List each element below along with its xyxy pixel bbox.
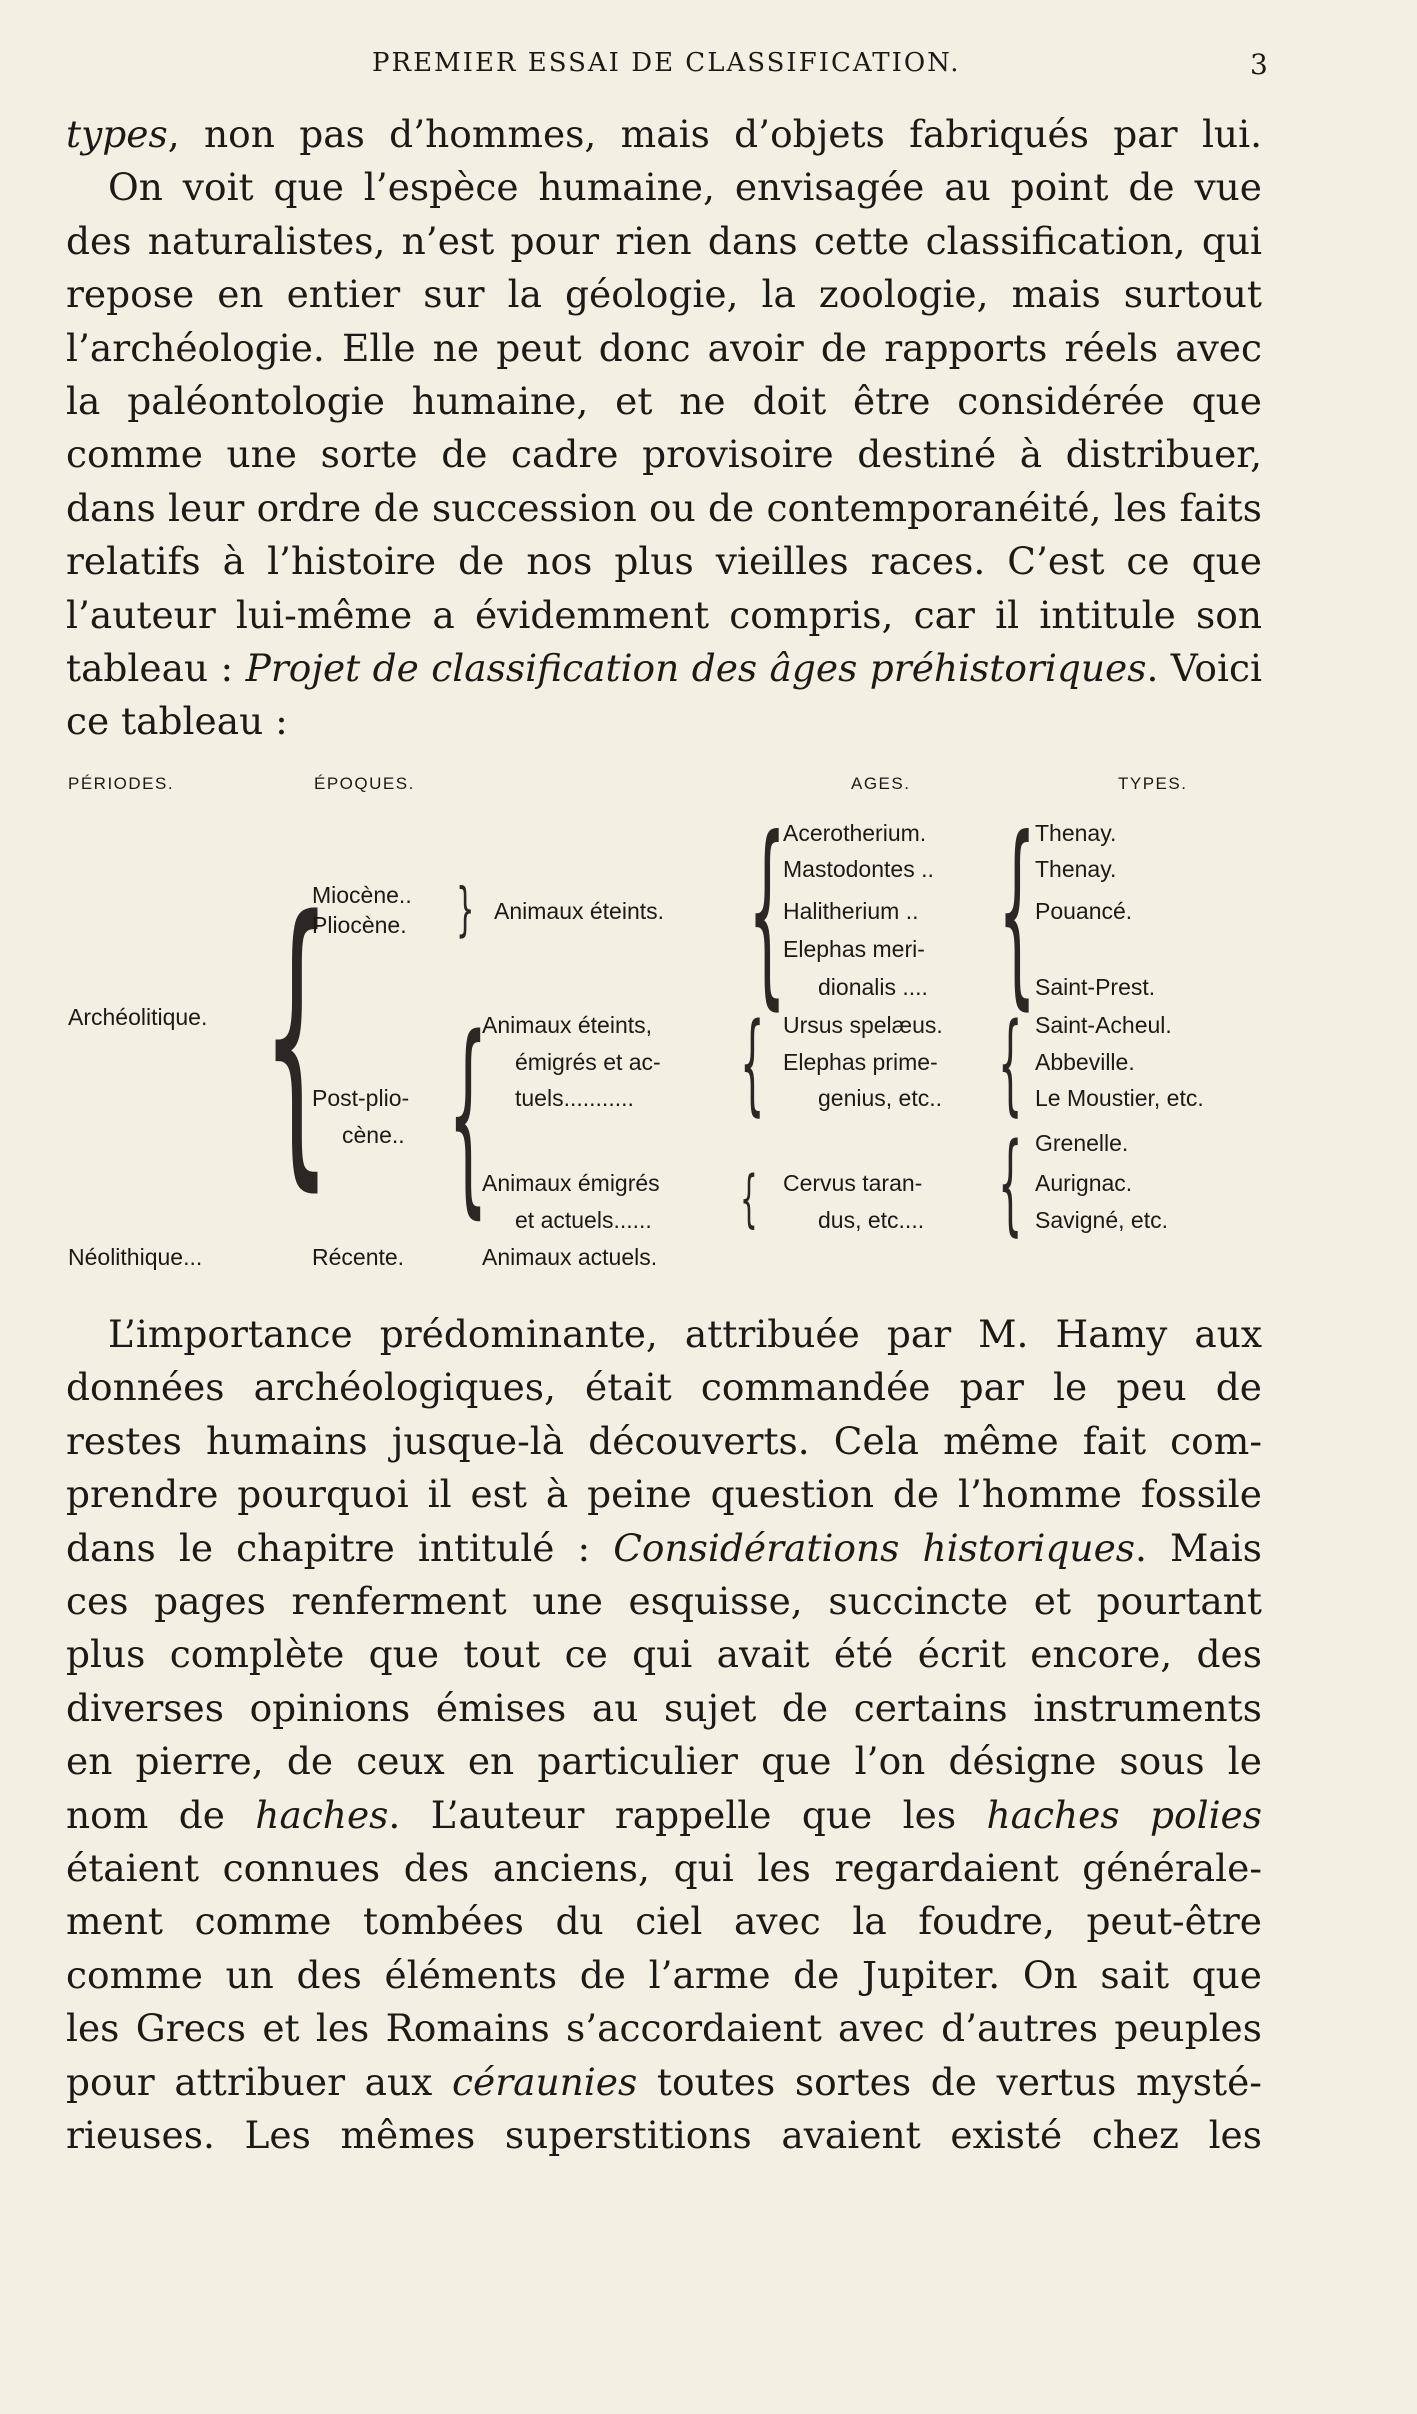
- animaux-emigres-actuels: Animaux émigrés: [482, 1170, 660, 1196]
- epoque-post-plio: Post-plio-: [312, 1085, 410, 1111]
- age-item: Halitherium ..: [783, 898, 919, 924]
- brace-archeolitique: {: [262, 856, 332, 1217]
- age-item: Mastodontes ..: [783, 856, 934, 882]
- text-line: restes humains jusque-là découverts. Cela même fait com-: [66, 1418, 1262, 1463]
- text-line: rieuses. Les mêmes superstitions avaient existé chez les: [66, 2113, 1262, 2158]
- text-line: prendre pourquoi il est à peine question de l’homme fossile: [66, 1472, 1262, 1517]
- text-line: l’archéologie. Elle ne peut donc avoir de rapports réels avec: [66, 325, 1262, 370]
- running-header: PREMIER ESSAI DE CLASSIFICATION.: [372, 48, 961, 78]
- text-line: comme une sorte de cadre provisoire destiné à distribuer,: [66, 432, 1262, 477]
- header-epoques: ÉPOQUES.: [314, 774, 415, 793]
- type-item: Pouancé.: [1035, 898, 1133, 924]
- epoque-miocene: Miocène..: [312, 882, 412, 908]
- text-line: comme un des éléments de l’arme de Jupiter. On sait que: [66, 1952, 1262, 1997]
- header-periodes: PÉRIODES.: [68, 774, 175, 793]
- text-line: étaient connues des anciens, qui les regardaient générale-: [66, 1846, 1262, 1891]
- text-line: les Grecs et les Romains s’accordaient avec d’autres peuples: [66, 2006, 1262, 2051]
- text-line: On voit que l’espèce humaine, envisagée au point de vue: [108, 165, 1262, 210]
- brace-types-3: {: [998, 1119, 1023, 1247]
- text-line: l’auteur lui-même a évidemment compris, car il intitule son: [66, 592, 1262, 637]
- type-item: Saint-Prest.: [1035, 974, 1156, 1000]
- periode-archeolitique: Archéolitique.: [68, 1004, 208, 1030]
- brace-post-plio: {: [448, 992, 489, 1237]
- age-item: Acerotherium.: [783, 820, 927, 846]
- paragraph-intro: [66, 108, 1262, 749]
- text-line: la paléontologie humaine, et ne doit être considérée que: [66, 379, 1262, 424]
- text-line: diverses opinions émises au sujet de certains instruments: [66, 1685, 1262, 1730]
- animaux-eteints: Animaux éteints.: [494, 898, 665, 924]
- brace-miocene: }: [456, 875, 475, 943]
- text-line: des naturalistes, n’est pour rien dans cette classification, qui: [66, 218, 1262, 263]
- type-item: Abbeville.: [1035, 1049, 1135, 1075]
- animaux-eteints-emigres-3: tuels...........: [515, 1085, 634, 1111]
- text-line: types, non pas d’hommes, mais d’objets fabriqués par lui.: [66, 112, 1262, 156]
- text-line: ce tableau :: [66, 699, 288, 744]
- header-ages: AGES.: [851, 774, 911, 793]
- age-item: Ursus spelæus.: [783, 1012, 943, 1038]
- type-item: Le Moustier, etc.: [1035, 1085, 1204, 1111]
- age-item: Elephas prime-: [783, 1049, 938, 1075]
- brace-types-2: {: [998, 999, 1023, 1127]
- age-item: genius, etc..: [818, 1085, 943, 1111]
- age-item: Cervus taran-: [783, 1170, 923, 1196]
- age-item: Elephas meri-: [783, 936, 925, 962]
- brace-ages-3: {: [740, 1162, 758, 1235]
- text-line: dans leur ordre de succession ou de contemporanéité, les faits: [66, 485, 1262, 530]
- type-item: Thenay.: [1035, 856, 1117, 882]
- type-item: Savigné, etc.: [1035, 1207, 1168, 1233]
- type-item: Aurignac.: [1035, 1170, 1133, 1196]
- brace-types-1: {: [998, 795, 1037, 1028]
- animaux-eteints-emigres: Animaux éteints,: [482, 1012, 653, 1038]
- animaux-eteints-emigres-2: émigrés et ac-: [515, 1049, 661, 1075]
- text-line: L’importance prédominante, attribuée par M. Hamy aux: [108, 1312, 1262, 1356]
- type-item: Thenay.: [1035, 820, 1117, 846]
- text-line: plus complète que tout ce qui avait été écrit encore, des: [66, 1632, 1262, 1677]
- text-line: repose en entier sur la géologie, la zoologie, mais surtout: [66, 272, 1262, 317]
- epoque-post-plio-2: cène..: [342, 1122, 405, 1148]
- text-line: relatifs à l’histoire de nos plus vieilles races. C’est ce que: [66, 539, 1262, 584]
- text-line: nom de haches. L’auteur rappelle que les haches polies: [66, 1792, 1262, 1837]
- text-line: ment comme tombées du ciel avec la foudre, peut-être: [66, 1899, 1262, 1944]
- type-item: Saint-Acheul.: [1035, 1012, 1172, 1038]
- text-line: données archéologiques, était commandée par le peu de: [66, 1365, 1262, 1410]
- header-types: TYPES.: [1118, 774, 1188, 793]
- epoque-recente: Récente.: [312, 1244, 405, 1270]
- periode-neolithique: Néolithique...: [68, 1244, 203, 1270]
- age-item: dus, etc....: [818, 1207, 925, 1233]
- text-line: tableau : Projet de classification des âges préhistoriques. Voici: [66, 646, 1262, 691]
- page-number: 3: [1250, 48, 1268, 81]
- animaux-emigres-actuels-2: et actuels......: [515, 1207, 652, 1233]
- paragraph-hamy: [66, 1308, 1262, 2163]
- age-item: dionalis ....: [818, 974, 928, 1000]
- type-item: Grenelle.: [1035, 1130, 1129, 1156]
- epoque-pliocene: Pliocène.: [312, 912, 407, 938]
- text-line: dans le chapitre intitulé : Considérations historiques. Mais: [66, 1525, 1262, 1570]
- brace-ages-1: {: [748, 795, 787, 1028]
- text-line: en pierre, de ceux en particulier que l’on désigne sous le: [66, 1739, 1262, 1784]
- brace-ages-2: {: [740, 999, 765, 1127]
- text-line: ces pages renferment une esquisse, succincte et pourtant: [66, 1579, 1262, 1624]
- text-line: pour attribuer aux céraunies toutes sortes de vertus mysté-: [66, 2059, 1262, 2104]
- animaux-actuels: Animaux actuels.: [482, 1244, 658, 1270]
